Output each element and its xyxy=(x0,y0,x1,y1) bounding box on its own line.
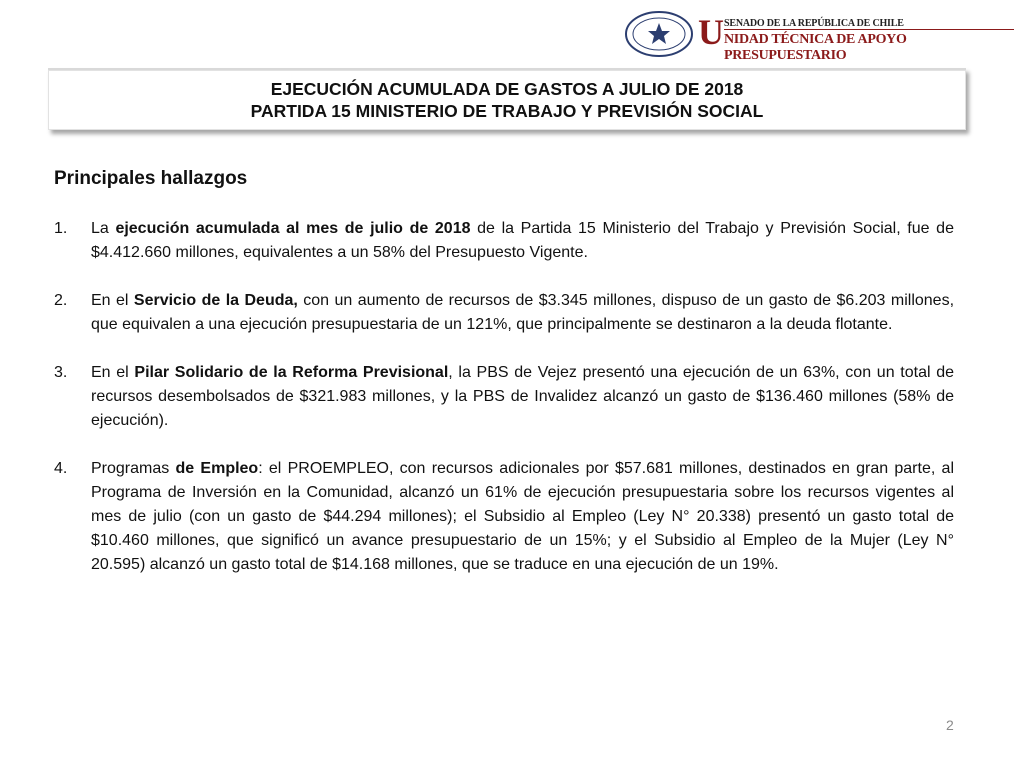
emphasis-text: ejecución acumulada al mes de julio de 2018 xyxy=(115,220,471,237)
body-text: En el xyxy=(91,292,134,309)
title-line-1: EJECUCIÓN ACUMULADA DE GASTOS A JULIO DE 2018 xyxy=(270,79,744,99)
list-item-number: 2. xyxy=(54,292,68,309)
emphasis-text: de Empleo xyxy=(175,460,259,477)
logo-unit-text: NIDAD TÉCNICA DE APOYO PRESUPUESTARIO xyxy=(724,32,907,63)
list-item-number: 4. xyxy=(54,460,68,477)
logo-senate-text: SENADO DE LA REPÚBLICA DE CHILE xyxy=(724,18,904,29)
list-item xyxy=(54,217,954,265)
body-text: : el PROEMPLEO, con recursos adicionales por $57.681 millones, destinados en gran parte, al Programa de Inversión en la Comunidad, alcanzó un 61% de ejecución presupuestaria sobre los recursos vigentes al mes de julio (con un gasto de $44.294 millones); el Subsidio al Empleo (Ley N° 20.338) presentó un gasto total de $10.460 millones, que significó un avance presupuestario de un 15%; y el Subsidio al Empleo de la Mujer (Ley N° 20.595) alcanzó un gasto total de $14.168 millones, que se traduce en una ejecución de un 19%. xyxy=(91,460,954,573)
body-text: En el xyxy=(91,364,135,381)
logo-initial: U xyxy=(698,12,724,52)
body-text: de la Partida 15 Ministerio del Trabajo y Previsión Social, fue de $4.412.660 millones, equivalentes a un 58% del Presupuesto Vigente. xyxy=(91,220,954,261)
senate-seal-icon xyxy=(624,10,694,58)
body-text: , la PBS de Vejez presentó una ejecución de un 63%, con un total de recursos desembolsados de $321.983 millones, y la PBS de Invalidez alcanzó un gasto de $136.460 millones (58% de ejecución). xyxy=(91,364,955,429)
logo-divider xyxy=(724,29,1014,30)
findings-list xyxy=(54,217,954,601)
page-number: 2 xyxy=(946,717,954,733)
list-item-text xyxy=(91,457,954,577)
section-heading: Principales hallazgos xyxy=(54,168,248,189)
list-item xyxy=(54,457,954,577)
list-item xyxy=(54,361,954,433)
list-item-number: 3. xyxy=(54,364,68,381)
list-item xyxy=(54,289,954,337)
emphasis-text: Servicio de la Deuda, xyxy=(133,292,298,309)
title-box xyxy=(48,68,966,130)
list-item-text xyxy=(91,361,954,433)
title-line-2: PARTIDA 15 MINISTERIO DE TRABAJO Y PREVISIÓN SOCIAL xyxy=(250,101,764,121)
body-text: Programas xyxy=(91,460,176,477)
list-item-number: 1. xyxy=(54,220,68,237)
list-item-text xyxy=(91,289,954,337)
body-text: con un aumento de recursos de $3.345 millones, dispuso de un gasto de $6.203 millones, que equivalen a una ejecución presupuestaria de un 121%, que principalmente se destinaron a la deuda flotante. xyxy=(91,292,955,333)
emphasis-text: Pilar Solidario de la Reforma Previsional xyxy=(134,364,449,381)
list-item-text xyxy=(91,217,954,265)
body-text: La xyxy=(91,220,116,237)
senate-logo xyxy=(624,10,1016,63)
